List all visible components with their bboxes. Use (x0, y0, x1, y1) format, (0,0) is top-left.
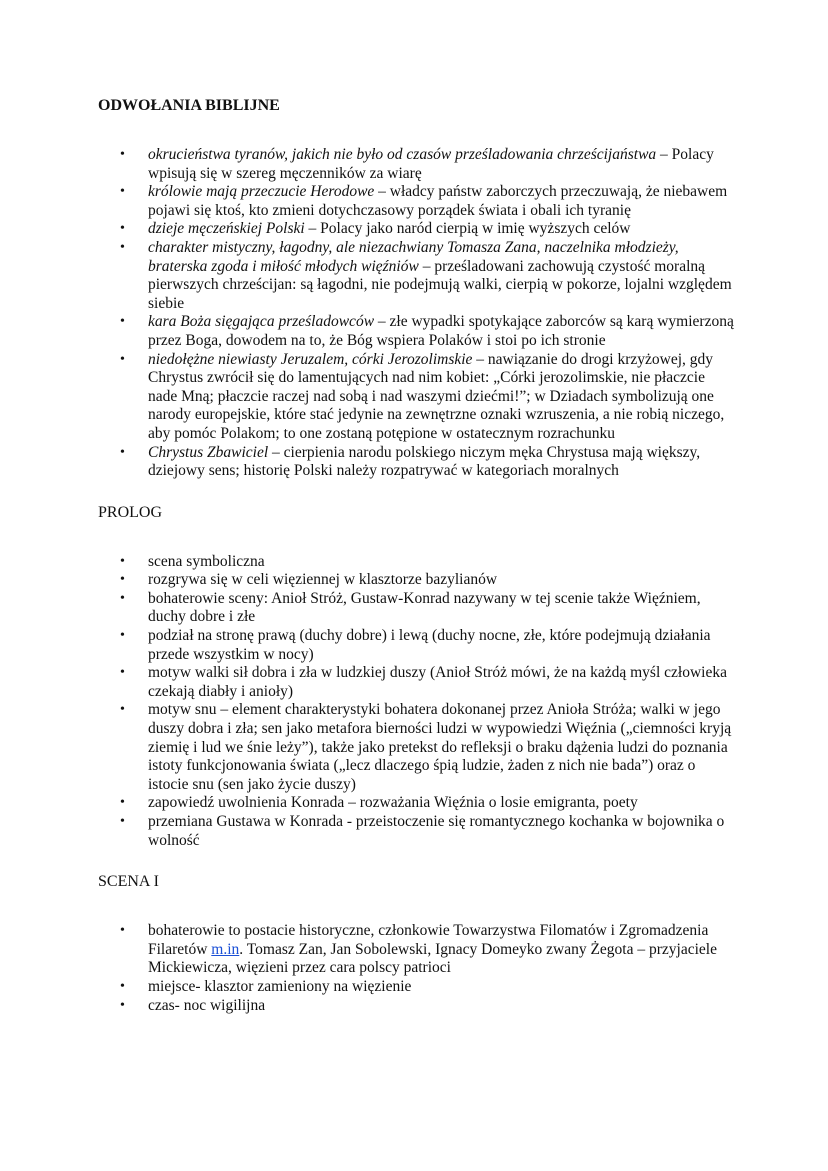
bullet-icon: • (120, 628, 125, 644)
list-item: • dzieje męczeńskiej Polski – Polacy jako naród cierpią w imię wyższych celów (120, 220, 631, 238)
bullet-icon: • (120, 444, 125, 460)
bullet-list-scena-i (98, 922, 738, 1015)
list-item: • motyw walki sił dobra i zła w ludzkiej duszy (Anioł Stróż mówi, że na każdą myśl człowieka czekają diabły i anioły) (120, 664, 727, 700)
list-item: • scena symboliczna (120, 552, 265, 570)
bullet-icon: • (120, 351, 125, 367)
bullet-icon: • (120, 184, 125, 200)
bullet-icon: • (120, 814, 125, 829)
bullet-icon: • (120, 997, 125, 1013)
bullet-icon: • (120, 553, 125, 569)
document-page (98, 96, 738, 1015)
list-item: • kara Boża sięgająca prześladowców – złe wypadki spotykające zaborców są karą wymierzoną przez Boga, dowodem na to, że Bóg wspiera Polaków i stoi po ich stronie (120, 313, 734, 349)
list-item: • królowie mają przeczucie Herodowe – władcy państw zaborczych przeczuwają, że niebawem pojawi się ktoś, kto zmieni dotychczasowy porządek świata i obali ich tyranię (120, 183, 728, 219)
bullet-icon: • (120, 239, 125, 255)
bullet-icon: • (120, 978, 125, 994)
bullet-icon: • (120, 702, 125, 718)
bullet-icon: • (120, 923, 125, 939)
bullet-list-prolog (98, 553, 738, 851)
list-item: • niedołężne niewiasty Jeruzalem, córki Jerozolimskie – nawiązanie do drogi krzyżowej, gdy Chrystus zwrócił się do lamentujących nad nim kobiet: „Córki jerozolimskie, nie płaczcie nade Mną; płaczcie raczej nad sobą i nad waszymi dziećmi!”; w Dziadach symbolizują one narody europejskie, które stać jedynie na zewnętrzne oznaki wzruszenia, a nie robią niczego, aby pomóc Polakom; to one zostaną potępione w ostatecznym rozrachunku (120, 350, 725, 442)
list-item: • charakter mistyczny, łagodny, ale niezachwiany Tomasza Zana, naczelnika młodzieży, braterska zgoda i miłość młodych więźniów – prześladowani zachowują czystość moralną pierwszych chrześcijan: są łagodni, nie podejmują walki, cierpią w pokorze, lojalni względem siebie (120, 238, 732, 312)
bullet-icon: • (120, 590, 125, 606)
bullet-list-odwolania (98, 146, 738, 481)
section-title-scena-i: SCENA I (98, 873, 159, 891)
bullet-icon: • (120, 665, 125, 681)
list-item: • przemiana Gustawa w Konrada - przeistoczenie się romantycznego kochanka w bojownika o wolność (120, 813, 725, 849)
list-item: • czas- noc wigilijna (120, 996, 266, 1014)
list-item: • zapowiedź uwolnienia Konrada – rozważania Więźnia o losie emigranta, poety (120, 794, 638, 812)
list-item: • Chrystus Zbawiciel – cierpienia narodu polskiego niczym męka Chrystusa mają większy, dziejowy sens; historię Polski należy rozpatrywać w kategoriach moralnych (120, 443, 701, 480)
list-item: • miejsce- klasztor zamieniony na więzienie (120, 977, 412, 995)
bullet-icon: • (120, 221, 125, 237)
list-item: • podział na stronę prawą (duchy dobre) i lewą (duchy nocne, złe, które podejmują działania przede wszystkim w nocy) (120, 627, 711, 663)
list-item: • bohaterowie sceny: Anioł Stróż, Gustaw-Konrad nazywany w tej scenie także Więźniem, duchy dobre i złe (120, 589, 701, 626)
list-item: • bohaterowie to postacie historyczne, członkowie Towarzystwa Filomatów i Zgromadzenia Filaretów m.in. Tomasz Zan, Jan Sobolewski, Ignacy Domeyko zwany Żegota – przyjaciele Mickiewicza, więzieni przez cara polscy patrioci (120, 922, 717, 977)
list-item: • motyw snu – element charakterystyki bohatera dokonanej przez Anioła Stróża; walki w jego duszy dobra i zła; sen jako metafora bierności ludzi w wypowiedzi Więźnia („ciemności kryją ziemię i lud we śnie leży”), także jako pretekst do refleksji o braku dążenia ludzi do poznania istoty funkcjonowania świata („lecz dlaczego śpią ludzie, żaden z nich nie bada”) oraz o istocie snu (sen jako życie duszy) (120, 701, 732, 793)
bullet-icon: • (120, 795, 125, 811)
section-title-prolog: PROLOG (98, 503, 163, 521)
bullet-icon: • (120, 572, 125, 588)
list-item: • okrucieństwa tyranów, jakich nie było od czasów prześladowania chrześcijaństwa – Polacy wpisują się w szereg męczenników za wiarę (120, 146, 714, 182)
min-link[interactable]: m.in (211, 940, 240, 958)
bullet-icon: • (120, 147, 125, 162)
bullet-icon: • (120, 314, 125, 330)
section-title-odwolania: ODWOŁANIA BIBLIJNE (98, 97, 280, 114)
list-item: • rozgrywa się w celi więziennej w klasztorze bazylianów (120, 571, 498, 589)
